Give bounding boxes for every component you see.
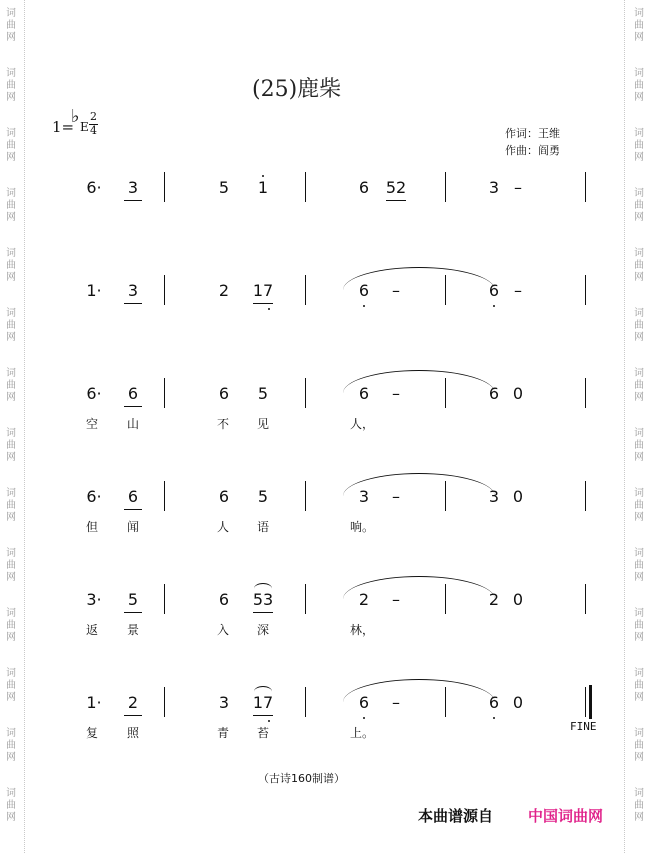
lyric: 返: [85, 623, 98, 637]
watermark-char: 网: [634, 92, 644, 103]
underline: [253, 303, 273, 304]
watermark-char: 网: [634, 452, 644, 463]
note: 6: [127, 384, 139, 403]
watermark-group: [0, 308, 22, 344]
time-signature-top: 2: [90, 110, 97, 123]
lyric: 山: [126, 417, 139, 431]
watermark-char: 曲: [6, 560, 16, 571]
watermark-char: 词: [634, 548, 644, 559]
note: 6·: [86, 384, 102, 403]
watermark-group: [0, 248, 22, 284]
slur-small: [254, 583, 272, 594]
watermark-char: 曲: [6, 620, 16, 631]
final-barline: [589, 685, 592, 719]
lyric: 照: [126, 726, 139, 740]
lyric: 复: [85, 726, 98, 740]
watermark-char: 词: [634, 608, 644, 619]
note: 3: [358, 487, 370, 506]
note: 52: [385, 178, 407, 197]
watermark-char: 曲: [6, 80, 16, 91]
watermark-char: 曲: [634, 320, 644, 331]
lyric: 但: [85, 520, 98, 534]
watermark-char: 词: [634, 368, 644, 379]
watermark-char: 网: [634, 632, 644, 643]
barline: [305, 481, 306, 511]
watermark-group: [0, 68, 22, 104]
watermark-char: 曲: [6, 740, 16, 751]
note: 6: [358, 178, 370, 197]
watermark-char: 词: [634, 248, 644, 259]
underline: [253, 612, 273, 613]
underline: [124, 200, 142, 201]
barline: [164, 481, 165, 511]
watermark-char: 词: [634, 668, 644, 679]
flat-sign: ♭: [71, 106, 80, 127]
tie-arc: [343, 370, 495, 393]
note: 3: [127, 178, 139, 197]
note: –: [392, 384, 400, 403]
watermark-group: [0, 548, 22, 584]
note: 0: [512, 590, 524, 609]
note: 6: [358, 384, 370, 403]
watermark-char: 曲: [634, 380, 644, 391]
fine-marking: FINE: [570, 720, 597, 733]
key-signature: [52, 108, 112, 148]
watermark-char: 网: [6, 452, 16, 463]
watermark-char: 词: [634, 308, 644, 319]
watermark-group: [0, 668, 22, 704]
time-signature-bottom: 4: [90, 124, 97, 137]
watermark-group: [628, 548, 650, 584]
underline: [124, 509, 142, 510]
composer-credit: 作曲：阎勇: [505, 144, 560, 157]
note: 3: [127, 281, 139, 300]
lyric: 见: [256, 417, 269, 431]
key-note: E: [80, 120, 89, 134]
barline: [164, 172, 165, 202]
note: 5: [257, 384, 269, 403]
note: 0: [512, 693, 524, 712]
note: 6: [488, 384, 500, 403]
barline: [445, 172, 446, 202]
watermark-char: 网: [634, 392, 644, 403]
barline: [585, 687, 586, 717]
watermark-char: 词: [6, 788, 16, 799]
note: 6: [127, 487, 139, 506]
note: –: [392, 590, 400, 609]
watermark-char: 词: [634, 8, 644, 19]
note: 6·: [86, 487, 102, 506]
lyric: 不: [216, 417, 229, 431]
watermark-column-right: [628, 0, 650, 853]
watermark-char: 词: [6, 8, 16, 19]
watermark-char: 词: [6, 368, 16, 379]
barline: [585, 378, 586, 408]
watermark-char: 网: [6, 212, 16, 223]
note: 6: [488, 281, 500, 300]
note: 1·: [86, 693, 102, 712]
watermark-char: 曲: [634, 260, 644, 271]
watermark-char: 网: [6, 32, 16, 43]
key-prefix: 1=: [52, 118, 75, 136]
barline: [305, 275, 306, 305]
watermark-char: 曲: [634, 500, 644, 511]
note: 6: [218, 590, 230, 609]
watermark-char: 词: [6, 248, 16, 259]
watermark-char: 词: [6, 488, 16, 499]
lyric: 景: [126, 623, 139, 637]
watermark-char: 曲: [6, 500, 16, 511]
watermark-group: [628, 668, 650, 704]
barline: [585, 481, 586, 511]
note: 53: [252, 590, 274, 609]
watermark-char: 曲: [634, 440, 644, 451]
watermark-group: [0, 428, 22, 464]
lyric: 人，: [350, 417, 375, 431]
note: 0: [512, 487, 524, 506]
barline: [164, 584, 165, 614]
watermark-group: [0, 788, 22, 824]
watermark-char: 网: [6, 812, 16, 823]
note: –: [392, 487, 400, 506]
watermark-char: 词: [6, 128, 16, 139]
source-site-link[interactable]: 中国词曲网: [528, 807, 604, 825]
octave-dot-low: [268, 720, 270, 722]
watermark-char: 网: [6, 512, 16, 523]
watermark-group: [0, 368, 22, 404]
watermark-char: 曲: [6, 440, 16, 451]
watermark-char: 网: [6, 272, 16, 283]
note: 2: [127, 693, 139, 712]
watermark-group: [628, 608, 650, 644]
watermark-char: 网: [634, 212, 644, 223]
watermark-char: 网: [6, 92, 16, 103]
watermark-char: 词: [6, 668, 16, 679]
watermark-char: 词: [6, 428, 16, 439]
watermark-char: 词: [6, 608, 16, 619]
song-title: (25)鹿柴: [252, 77, 342, 102]
watermark-group: [628, 8, 650, 44]
watermark-group: [0, 188, 22, 224]
underline: [124, 612, 142, 613]
watermark-char: 词: [634, 728, 644, 739]
note: 5: [218, 178, 230, 197]
barline: [305, 378, 306, 408]
note: 17: [252, 281, 274, 300]
margin-line-left: [24, 0, 25, 853]
watermark-char: 词: [634, 488, 644, 499]
watermark-char: 网: [6, 392, 16, 403]
barline: [164, 275, 165, 305]
note: 17: [252, 693, 274, 712]
lyric: 上。: [350, 726, 375, 740]
note: 3: [488, 487, 500, 506]
watermark-char: 曲: [634, 140, 644, 151]
octave-dot-low: [493, 305, 495, 307]
underline: [124, 406, 142, 407]
barline: [305, 172, 306, 202]
underline: [253, 715, 273, 716]
watermark-char: 词: [6, 68, 16, 79]
watermark-char: 曲: [634, 620, 644, 631]
watermark-char: 曲: [634, 200, 644, 211]
watermark-group: [0, 728, 22, 764]
note: 1·: [86, 281, 102, 300]
note: 3: [218, 693, 230, 712]
lyricist-credit: 作词：王维: [505, 127, 560, 140]
watermark-char: 曲: [6, 320, 16, 331]
watermark-char: 词: [634, 188, 644, 199]
watermark-char: 网: [634, 692, 644, 703]
watermark-char: 曲: [6, 20, 16, 31]
underline: [124, 303, 142, 304]
watermark-char: 曲: [6, 260, 16, 271]
watermark-char: 网: [6, 332, 16, 343]
watermark-char: 词: [6, 308, 16, 319]
watermark-group: [628, 488, 650, 524]
octave-dot-low: [363, 717, 365, 719]
lyric: 空: [85, 417, 98, 431]
watermark-char: 曲: [634, 800, 644, 811]
watermark-char: 网: [634, 152, 644, 163]
lyric: 林，: [350, 623, 375, 637]
note: 1: [257, 178, 269, 197]
watermark-char: 网: [634, 272, 644, 283]
octave-dot-low: [493, 717, 495, 719]
watermark-char: 曲: [634, 680, 644, 691]
watermark-char: 曲: [634, 560, 644, 571]
note: 0: [512, 384, 524, 403]
note: 2: [488, 590, 500, 609]
octave-dot-high: [262, 175, 264, 177]
watermark-group: [628, 128, 650, 164]
watermark-char: 网: [634, 812, 644, 823]
watermark-group: [0, 488, 22, 524]
watermark-char: 网: [6, 632, 16, 643]
watermark-char: 曲: [634, 20, 644, 31]
lyric: 深: [256, 623, 269, 637]
octave-dot-low: [268, 308, 270, 310]
lyric: 语: [256, 520, 269, 534]
watermark-char: 词: [634, 788, 644, 799]
watermark-char: 曲: [6, 380, 16, 391]
watermark-char: 网: [6, 572, 16, 583]
lyric: 人: [216, 520, 229, 534]
note: 6: [358, 281, 370, 300]
lyric: 苔: [256, 726, 269, 740]
barline: [164, 687, 165, 717]
lyric: 闻: [126, 520, 139, 534]
note: 6: [358, 693, 370, 712]
watermark-char: 曲: [6, 140, 16, 151]
watermark-char: 曲: [6, 200, 16, 211]
note: 2: [358, 590, 370, 609]
watermark-group: [628, 248, 650, 284]
watermark-char: 曲: [6, 800, 16, 811]
watermark-char: 曲: [6, 680, 16, 691]
watermark-char: 词: [6, 548, 16, 559]
lyric: 响。: [350, 520, 375, 534]
note: 6: [488, 693, 500, 712]
note: –: [514, 281, 522, 300]
note: 3: [488, 178, 500, 197]
watermark-char: 网: [634, 332, 644, 343]
watermark-group: [628, 68, 650, 104]
watermark-char: 网: [634, 512, 644, 523]
watermark-char: 网: [6, 152, 16, 163]
tie-arc: [343, 473, 495, 496]
note: 2: [218, 281, 230, 300]
watermark-group: [628, 188, 650, 224]
underline: [124, 715, 142, 716]
note: –: [514, 178, 522, 197]
watermark-column-left: [0, 0, 22, 853]
watermark-char: 曲: [634, 740, 644, 751]
barline: [585, 275, 586, 305]
watermark-char: 网: [634, 32, 644, 43]
watermark-char: 网: [6, 752, 16, 763]
watermark-char: 网: [634, 752, 644, 763]
watermark-group: [0, 608, 22, 644]
lyric: 入: [216, 623, 229, 637]
barline: [305, 687, 306, 717]
watermark-char: 词: [6, 188, 16, 199]
note: 6: [218, 487, 230, 506]
watermark-char: 网: [634, 572, 644, 583]
octave-dot-low: [363, 305, 365, 307]
barline: [585, 172, 586, 202]
watermark-group: [628, 368, 650, 404]
tie-arc: [343, 576, 495, 599]
note: –: [392, 281, 400, 300]
watermark-char: 曲: [634, 80, 644, 91]
watermark-group: [0, 8, 22, 44]
barline: [585, 584, 586, 614]
note: 3·: [86, 590, 102, 609]
watermark-group: [628, 788, 650, 824]
note: 6: [218, 384, 230, 403]
watermark-char: 网: [6, 692, 16, 703]
source-label: 本曲谱源自: [418, 807, 494, 825]
footnote: （古诗160制谱）: [258, 772, 345, 785]
watermark-group: [628, 728, 650, 764]
watermark-char: 词: [634, 128, 644, 139]
margin-line-right: [624, 0, 625, 853]
note: 5: [257, 487, 269, 506]
barline: [164, 378, 165, 408]
watermark-char: 词: [634, 428, 644, 439]
watermark-char: 词: [634, 68, 644, 79]
watermark-char: 词: [6, 728, 16, 739]
note: –: [392, 693, 400, 712]
watermark-group: [0, 128, 22, 164]
lyric: 青: [216, 726, 229, 740]
tie-arc: [343, 267, 495, 290]
watermark-group: [628, 428, 650, 464]
note: 5: [127, 590, 139, 609]
underline: [386, 200, 406, 201]
slur-small: [254, 686, 272, 697]
watermark-group: [628, 308, 650, 344]
barline: [305, 584, 306, 614]
note: 6·: [86, 178, 102, 197]
tie-arc: [343, 679, 495, 702]
